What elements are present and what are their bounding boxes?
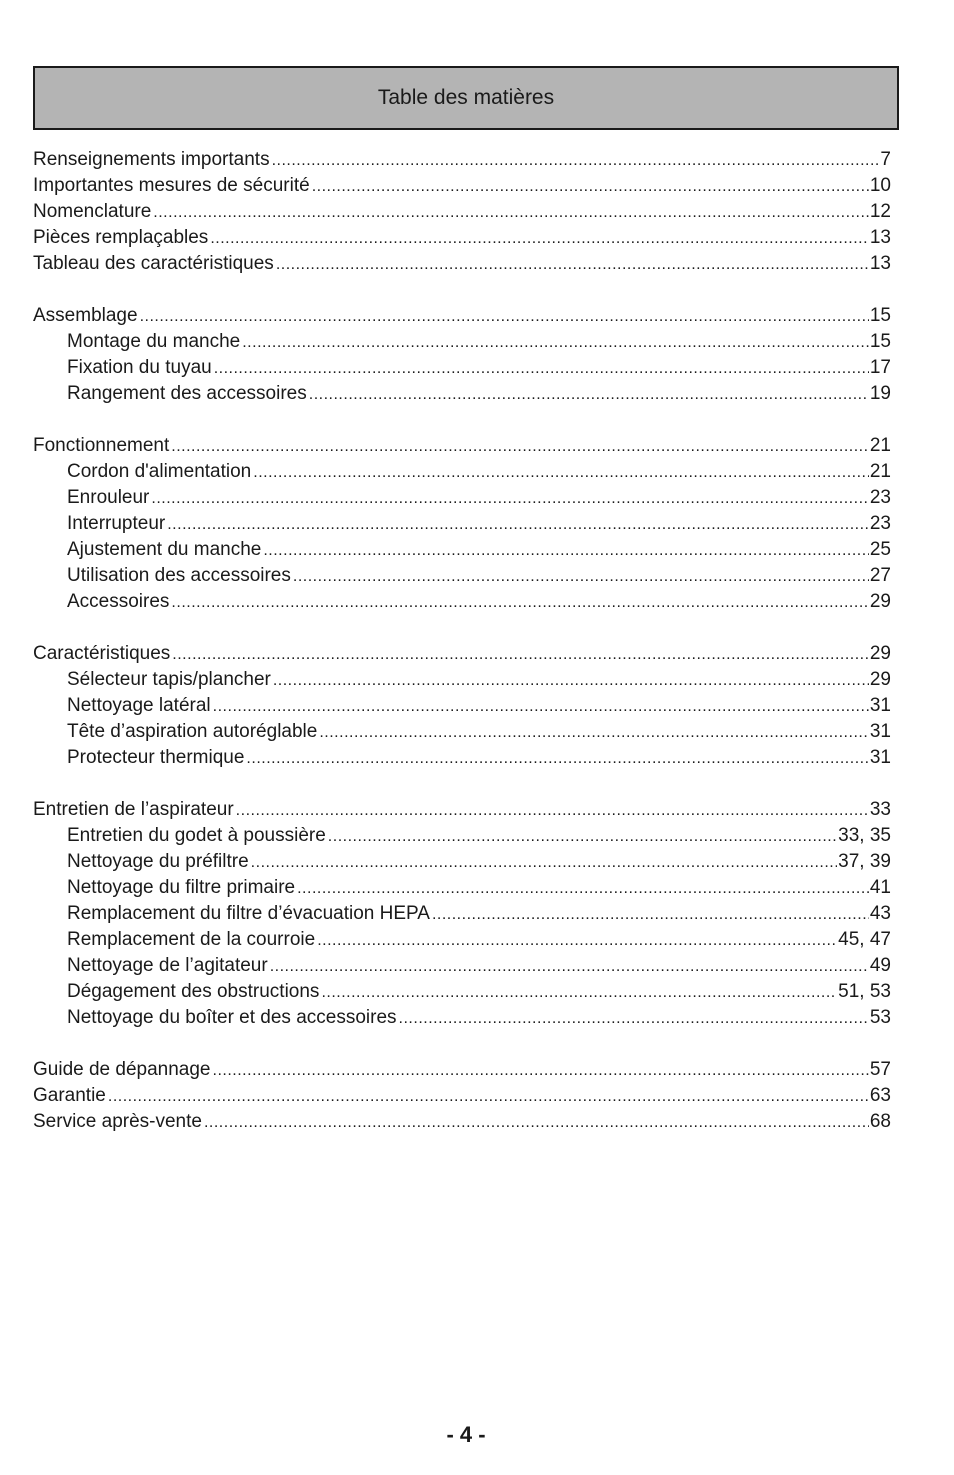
toc-subentry[interactable] — [33, 719, 891, 745]
toc-entry[interactable] — [33, 225, 891, 251]
toc-entry-label: Assemblage — [33, 305, 138, 326]
toc-entry-label: Nomenclature — [33, 201, 152, 222]
toc-entry-label: Fixation du tuyau — [67, 357, 212, 378]
toc-entry-page: 19 — [869, 383, 891, 404]
toc-leader-dots — [317, 928, 837, 954]
toc-subentry[interactable] — [33, 589, 891, 615]
toc-leader-dots — [214, 356, 869, 382]
toc-subentry[interactable] — [33, 667, 891, 693]
toc-entry-label: Renseignements importants — [33, 149, 270, 170]
toc-section — [33, 433, 891, 615]
toc-entry-label: Garantie — [33, 1085, 106, 1106]
toc-leader-dots — [312, 174, 869, 200]
toc-leader-dots — [251, 850, 838, 876]
toc-entry-label: Cordon d'alimentation — [67, 461, 252, 482]
toc-subentry[interactable] — [33, 537, 891, 563]
toc-title-box — [33, 66, 899, 130]
toc-leader-dots — [270, 954, 869, 980]
toc-subentry[interactable] — [33, 459, 891, 485]
toc-entry-label: Importantes mesures de sécurité — [33, 175, 310, 196]
toc-entry-page: 33, 35 — [838, 825, 891, 846]
toc-entry-page: 17 — [869, 357, 891, 378]
toc-entry-label: Nettoyage latéral — [67, 695, 211, 716]
toc-entry-label: Service après-vente — [33, 1111, 202, 1132]
toc-entry-page: 15 — [869, 331, 891, 352]
toc-subentry[interactable] — [33, 693, 891, 719]
toc-entry-page: 68 — [869, 1111, 891, 1132]
toc-entry-page: 53 — [869, 1007, 891, 1028]
toc-subentry[interactable] — [33, 1005, 891, 1031]
toc-entry-label: Sélecteur tapis/plancher — [67, 669, 271, 690]
table-of-contents — [33, 147, 891, 1161]
toc-entry-page: 27 — [869, 565, 891, 586]
toc-leader-dots — [309, 382, 869, 408]
toc-leader-dots — [151, 486, 868, 512]
toc-leader-dots — [171, 590, 868, 616]
toc-entry-label: Enrouleur — [67, 487, 150, 508]
toc-entry-label: Remplacement de la courroie — [67, 929, 316, 950]
toc-leader-dots — [108, 1084, 869, 1110]
toc-leader-dots — [297, 876, 869, 902]
toc-entry-page: 43 — [869, 903, 891, 924]
toc-subentry[interactable] — [33, 745, 891, 771]
toc-entry-label: Rangement des accessoires — [67, 383, 307, 404]
toc-entry[interactable] — [33, 303, 891, 329]
toc-subentry[interactable] — [33, 329, 891, 355]
toc-entry-label: Pièces remplaçables — [33, 227, 209, 248]
toc-entry-label: Fonctionnement — [33, 435, 170, 456]
toc-entry-label: Nettoyage de l’agitateur — [67, 955, 268, 976]
toc-entry-page: 51, 53 — [838, 981, 891, 1002]
toc-entry[interactable] — [33, 199, 891, 225]
toc-entry[interactable] — [33, 1109, 891, 1135]
toc-entry-page: 45, 47 — [838, 929, 891, 950]
toc-subentry[interactable] — [33, 901, 891, 927]
toc-entry[interactable] — [33, 173, 891, 199]
toc-entry-page: 21 — [869, 435, 891, 456]
toc-subentry[interactable] — [33, 563, 891, 589]
toc-subentry[interactable] — [33, 823, 891, 849]
toc-entry-page: 23 — [869, 513, 891, 534]
toc-leader-dots — [167, 512, 869, 538]
toc-entry-page: 63 — [869, 1085, 891, 1106]
toc-leader-dots — [213, 1058, 869, 1084]
toc-leader-dots — [242, 330, 869, 356]
toc-section — [33, 641, 891, 771]
toc-leader-dots — [328, 824, 837, 850]
toc-leader-dots — [276, 252, 869, 278]
toc-entry-label: Guide de dépannage — [33, 1059, 211, 1080]
toc-subentry[interactable] — [33, 979, 891, 1005]
toc-entry-page: 29 — [869, 669, 891, 690]
toc-entry-page: 13 — [869, 227, 891, 248]
toc-entry-page: 10 — [869, 175, 891, 196]
toc-entry-page: 25 — [869, 539, 891, 560]
toc-leader-dots — [153, 200, 869, 226]
toc-entry-page: 15 — [869, 305, 891, 326]
toc-leader-dots — [319, 720, 869, 746]
toc-leader-dots — [253, 460, 869, 486]
toc-subentry[interactable] — [33, 953, 891, 979]
toc-subentry[interactable] — [33, 927, 891, 953]
toc-entry-page: 49 — [869, 955, 891, 976]
toc-entry-page: 33 — [869, 799, 891, 820]
toc-leader-dots — [140, 304, 869, 330]
toc-subentry[interactable] — [33, 849, 891, 875]
toc-entry-page: 31 — [869, 747, 891, 768]
toc-entry-label: Utilisation des accessoires — [67, 565, 291, 586]
toc-entry-label: Nettoyage du boîter et des accessoires — [67, 1007, 397, 1028]
toc-leader-dots — [293, 564, 869, 590]
toc-entry-page: 23 — [869, 487, 891, 508]
toc-entry-label: Caractéristiques — [33, 643, 171, 664]
toc-subentry[interactable] — [33, 875, 891, 901]
toc-entry[interactable] — [33, 1057, 891, 1083]
toc-entry-page: 29 — [869, 643, 891, 664]
toc-entry[interactable] — [33, 1083, 891, 1109]
toc-entry-label: Entretien du godet à poussière — [67, 825, 326, 846]
toc-section — [33, 797, 891, 1031]
toc-entry-page: 7 — [880, 149, 891, 170]
toc-entry-label: Tableau des caractéristiques — [33, 253, 274, 274]
toc-entry[interactable] — [33, 147, 891, 173]
toc-entry-label: Entretien de l’aspirateur — [33, 799, 234, 820]
toc-entry-page: 29 — [869, 591, 891, 612]
toc-subentry[interactable] — [33, 511, 891, 537]
toc-entry-label: Dégagement des obstructions — [67, 981, 320, 1002]
toc-entry-page: 41 — [869, 877, 891, 898]
toc-entry-label: Tête d’aspiration autoréglable — [67, 721, 318, 742]
toc-entry-page: 21 — [869, 461, 891, 482]
toc-subentry[interactable] — [33, 355, 891, 381]
toc-section — [33, 303, 891, 407]
toc-entry-page: 57 — [869, 1059, 891, 1080]
toc-entry-page: 31 — [869, 721, 891, 742]
toc-leader-dots — [236, 798, 869, 824]
page-number: - 4 - — [446, 1422, 486, 1447]
toc-leader-dots — [263, 538, 869, 564]
toc-entry[interactable] — [33, 251, 891, 277]
toc-entry-label: Accessoires — [67, 591, 170, 612]
toc-entry-label: Remplacement du filtre d’évacuation HEPA — [67, 903, 430, 924]
toc-entry-label: Interrupteur — [67, 513, 166, 534]
toc-leader-dots — [246, 746, 868, 772]
toc-entry-page: 13 — [869, 253, 891, 274]
toc-subentry[interactable] — [33, 381, 891, 407]
toc-leader-dots — [321, 980, 837, 1006]
toc-entry-label: Protecteur thermique — [67, 747, 245, 768]
toc-subentry[interactable] — [33, 485, 891, 511]
toc-leader-dots — [213, 694, 869, 720]
toc-leader-dots — [399, 1006, 869, 1032]
toc-leader-dots — [272, 148, 880, 174]
toc-entry[interactable] — [33, 797, 891, 823]
toc-section — [33, 147, 891, 277]
toc-entry-label: Ajustement du manche — [67, 539, 262, 560]
toc-leader-dots — [204, 1110, 869, 1136]
toc-leader-dots — [210, 226, 869, 252]
toc-leader-dots — [273, 668, 869, 694]
page-title: Table des matières — [377, 86, 555, 109]
toc-entry-page: 37, 39 — [838, 851, 891, 872]
toc-entry[interactable] — [33, 641, 891, 667]
toc-section — [33, 1057, 891, 1135]
toc-entry-label: Montage du manche — [67, 331, 241, 352]
toc-leader-dots — [171, 434, 869, 460]
toc-leader-dots — [432, 902, 869, 928]
toc-entry-label: Nettoyage du filtre primaire — [67, 877, 296, 898]
toc-entry-label: Nettoyage du préfiltre — [67, 851, 249, 872]
toc-entry[interactable] — [33, 433, 891, 459]
toc-leader-dots — [172, 642, 869, 668]
toc-entry-page: 12 — [869, 201, 891, 222]
toc-entry-page: 31 — [869, 695, 891, 716]
